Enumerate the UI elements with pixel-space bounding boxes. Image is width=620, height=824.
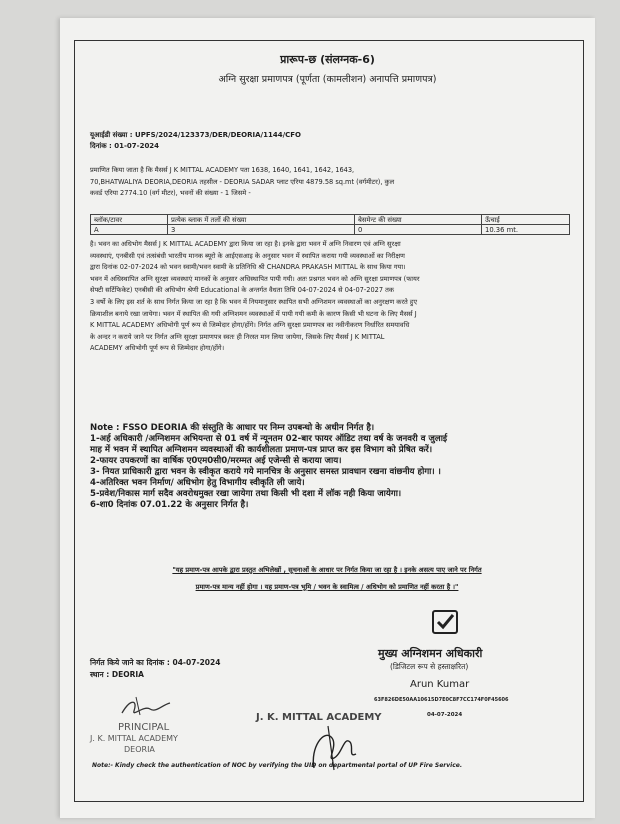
- paragraph-line: द्वारा दिनांक 02-07-2024 को भवन स्वामी/भवन स्वामी के प्रतिनिधि श्री CHANDRA PRAKASH MITTAL के साथ किया गया।: [90, 263, 406, 272]
- table-cell: 3: [168, 225, 355, 235]
- digital-signature-check-icon: [432, 610, 458, 634]
- disclaimer-line: "यह प्रमाण-पत्र आपके द्वारा प्रस्तुत अभिलेखों , सूचनाओं के आधार पर निर्गत किया जा रहा है । इनके असत्य पाए जाने पर निर्गत: [172, 566, 482, 574]
- inspection-paragraph: [90, 239, 570, 355]
- disclaimer: [84, 562, 570, 596]
- table-cell: 0: [355, 225, 482, 235]
- paragraph-line: 3 वर्षो के लिए इस शर्त के साथ निर्गत किया जा रहा है कि भवन में नियमानुसार स्थापित सभी अग्निशमन व्यवस्थाओं का अनुरक्षण करते हुए: [90, 297, 418, 306]
- table-header: ब्लॉक/टावर: [91, 215, 168, 225]
- note-line: 5-प्रवेश/निकास मार्ग सदैव अवरोधमुक्त रखा जायेगा तथा किसी भी दशा में लॉक नही किया जायेगा।: [90, 489, 402, 499]
- paragraph-line: ACADEMY अधिभोगी पूर्ण रूप से जिम्मेदार होगा/होंगे।: [90, 344, 225, 353]
- paragraph-line: भवन में अधिस्थापित अग्नि सुरक्षा व्यवस्थाएं मानकों के अनुसार अधिस्थापित पायी गयी। अतः प्रश्नगत भवन को अग्नि सुरक्षा प्रमाणपत्र (फायर: [90, 274, 420, 283]
- disclaimer-line: प्रमाण-पत्र मान्य नहीं होगा । यह प्रमाण-पत्र भूमि / भवन के स्वामित्व / अधिभोग को प्रमाणित नहीं करता है ।": [195, 583, 459, 591]
- paragraph-line: सेफ्टी सर्टिफिकेट) एनबीसी की अधिभोग श्रेणी Educational के अन्तर्गत वैधता तिथि 04-07-2024 से 04-07-2027 तक: [90, 286, 394, 295]
- form-title: प्रारूप-छ (संलग्नक-6): [280, 53, 375, 66]
- issue-date: निर्गत किये जाने का दिनांक : 04-07-2024: [90, 658, 221, 667]
- page-border: [74, 40, 584, 802]
- paragraph-line: के अन्दर न कराये जाने पर निर्गत अग्नि सुरक्षा प्रमाणपत्र स्वतः ही निरस्त मान लिया जायेगा, जिसके लिए मैसर्स J K MITTAL: [90, 332, 385, 341]
- issuer-name: Arun Kumar: [410, 679, 470, 690]
- table-row: [91, 225, 570, 235]
- note-line: 3- नियत प्राधिकारी द्वारा भवन के स्वीकृत कराये गये मानचित्र के अनुसार समस्त प्रावधान रखना वांछनीय होगा। ।: [90, 467, 441, 477]
- stamp-academy-right: J. K. MITTAL ACADEMY: [256, 712, 382, 723]
- note-line: 2-फायर उपकरणों का वार्षिक ए0एम0सी0/मरम्मत अई एजेन्सी से कराया जाय।: [90, 456, 342, 466]
- form-subtitle: अग्नि सुरक्षा प्रमाणपत्र (पूर्णता (कामलीशन) अनापत्ति प्रमाणपत्र): [218, 74, 437, 85]
- paragraph-line: प्रमाणित किया जाता है कि मैसर्स J K MITTAL ACADEMY पता 1638, 1640, 1641, 1642, 1643,: [90, 166, 355, 174]
- sign-date: 04-07-2024: [427, 712, 463, 718]
- conditions-notes: [90, 423, 570, 511]
- principal-signature: [116, 691, 176, 723]
- paragraph-line: क्रियाशील बनाये रखा जायेगा। भवन में स्थापित की गयी अग्निशमन व्यवस्थाओं में पायी गयी कमी के कारण किसी भी घटना के लिए मैसर्स J: [90, 309, 417, 318]
- note-line: Note : FSSO DEORIA की संस्तुति के आधार पर निम्न उपबन्धो के अधीन निर्गत है।: [90, 423, 375, 433]
- uid-line: यूआईडी संख्या : UPFS/2024/123373/DER/DEORIA/1144/CFO: [90, 131, 301, 139]
- table-cell: 10.36 mt.: [482, 225, 570, 235]
- footer-note: Note:- Kindy check the authentication of NOC by verifying the UID on departmental portal of UP Fire Service.: [92, 762, 463, 769]
- paragraph-line: K MITTAL ACADEMY अधिभोगी पूर्ण रूप से जिम्मेदार होगा/होंगे। निर्गत अग्नि सुरक्षा प्रमाणपत्र का नवीनीकरण निर्धारित समयावधि: [90, 321, 410, 330]
- building-table: [90, 214, 570, 235]
- table-cell: A: [91, 225, 168, 235]
- stamp-academy: J. K. MITTAL ACADEMY: [90, 734, 178, 743]
- date-line: दिनांक : 01-07-2024: [90, 142, 160, 150]
- paragraph-line: है। भवन का अधिभोग मैसर्स J K MITTAL ACADEMY द्वारा किया जा रहा है। इनके द्वारा भवन में अग्नि निवारण एवं अग्नि सुरक्षा: [90, 240, 401, 248]
- certificate-page: [60, 18, 595, 818]
- issuer-designation: मुख्य अग्निशमन अधिकारी: [378, 647, 483, 660]
- paragraph-line: कवर्ड एरिया 2774.10 (वर्ग मीटर), भवनों की संख्या - 1 जिसमे -: [90, 189, 251, 198]
- paragraph-line: व्यवस्थाएं, एनबीसी एवं तत्संबंधी भारतीय मानक ब्यूरो के आईएसआइ के अनुसार भवन में स्थापित कराया गयी व्यवस्थाओं का निरीक्षण: [90, 251, 405, 260]
- signature-hash: 63F826DE50AA10615D7E0C8F7CC174F0F45606: [374, 697, 509, 703]
- certification-paragraph: [90, 165, 570, 200]
- issue-place: स्थान : DEORIA: [90, 670, 144, 679]
- note-line: 4-अतिरिक्त भवन निर्माण/ अधिभोग हेतु विभागीय स्वीकृति ली जाये।: [90, 478, 305, 488]
- note-line: 6-शा0 दिनांक 07.01.22 के अनुसार निर्गत है।: [90, 500, 249, 510]
- stamp-principal: PRINCIPAL: [118, 722, 170, 733]
- note-line: माह में भवन में स्थापित अग्निशमन व्यवस्थाओं की कार्यशीलता प्रमाण-पत्र प्राप्त कर इस विभाग को प्रेषित करें।: [90, 445, 433, 455]
- table-header: बेसमेन्ट की संख्या: [355, 215, 482, 225]
- table-header: ऊँचाई: [482, 215, 570, 225]
- note-line: 1-अर्ह अधिकारी /अग्निशमन अभियन्ता से 01 वर्ष में न्यूनतम 02-बार फायर ऑडिट तथा वर्ष के जनवरी व जुलाई: [90, 434, 448, 444]
- stamp-city: DEORIA: [124, 745, 155, 754]
- table-header: प्रत्येक ब्लाक में तलों की संख्या: [168, 215, 355, 225]
- signed-note: (डिजिटल रूप से हस्ताक्षरित): [390, 662, 469, 671]
- table-header-row: [91, 215, 570, 225]
- paragraph-line: 70,BHATWALIYA DEORIA,DEORIA तहसील - DEORIA SADAR प्लाट एरिया 4879.58 sq.mt (वर्गमीटर), कुल: [90, 177, 395, 186]
